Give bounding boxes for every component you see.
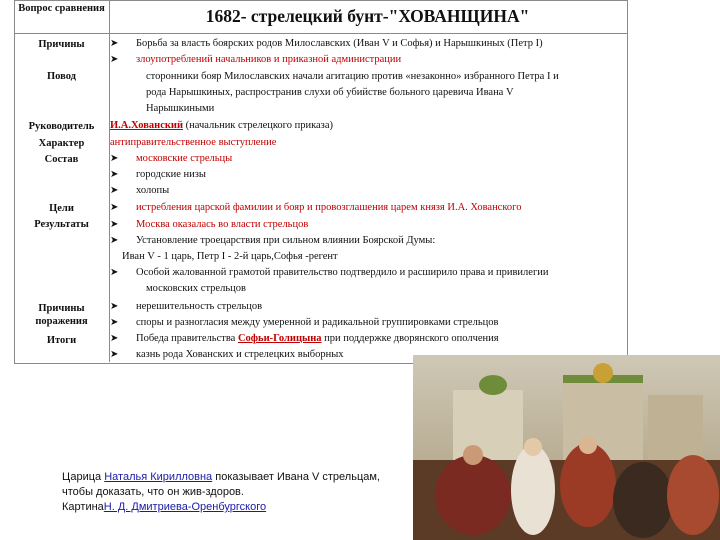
row-label-goals: Цели: [49, 203, 74, 214]
list-item: ➤ Установление троецарствия при сильном влиянии Боярской Думы:: [110, 233, 435, 249]
arrowhead-bullet-icon: ➤: [110, 169, 119, 180]
arrowhead-bullet-icon: ➤: [110, 38, 119, 49]
list-item: ➤ холопы: [110, 183, 169, 199]
list-item: Иван V - 1 царь, Петр I - 2-й царь,Софья -регент: [122, 251, 338, 262]
list-item: ➤ Борьба за власть боярских родов Милославских (Иван V и Софья) и Нарышкиных (Петр I): [110, 36, 543, 52]
arrowhead-bullet-icon: ➤: [110, 185, 119, 196]
caption-link-artist[interactable]: Н. Д. Дмитриева-Оренбургского: [103, 501, 267, 513]
row-label-character: Характер: [38, 138, 85, 149]
list-item: Нарышкиными: [146, 103, 215, 114]
leader-name: И.А.Хованский: [110, 120, 184, 131]
arrowhead-bullet-icon: ➤: [110, 317, 119, 328]
row-label-causes: Причины: [38, 39, 85, 50]
arrowhead-bullet-icon: ➤: [110, 202, 119, 213]
arrowhead-bullet-icon: ➤: [110, 153, 119, 164]
caption-link-natalya[interactable]: Наталья Кирилловна: [104, 471, 213, 483]
row-label-outcomes: Итоги: [46, 335, 77, 346]
list-item: ➤ нерешительность стрельцов: [110, 299, 262, 315]
list-item: ➤ Москва оказалась во власти стрельцов: [110, 217, 308, 233]
arrowhead-bullet-icon: ➤: [110, 235, 119, 246]
list-item: ➤ споры и разногласия между умеренной и радикальной группировками стрельцов: [110, 315, 498, 331]
row-label-defeat-reasons: Причины поражения: [35, 303, 88, 327]
list-item: ➤ истребления царской фамилии и бояр и провозглашения царем князя И.А. Хованского: [110, 200, 521, 216]
list-item: ➤ московские стрельцы: [110, 151, 232, 167]
list-item: московских стрельцов: [146, 283, 246, 294]
arrowhead-bullet-icon: ➤: [110, 219, 119, 230]
list-item: ➤ городские низы: [110, 167, 206, 183]
page-title: 1682- стрелецкий бунт-"ХОВАНЩИНА": [205, 6, 530, 26]
painting-image: [413, 355, 720, 540]
arrowhead-bullet-icon: ➤: [110, 349, 119, 360]
list-item: ➤ казнь рода Хованских и стрелецких выборных: [110, 347, 344, 363]
list-item: антиправительственное выступление: [110, 137, 277, 148]
arrowhead-bullet-icon: ➤: [110, 301, 119, 312]
row-label-leader: Руководитель: [28, 121, 95, 132]
painting-caption: Царица Наталья Кирилловна показывает Ивана V стрельцам, чтобы доказать, что он жив-здоров. КартинаН. Д. Дмитриева-Оренбургского: [62, 471, 380, 513]
list-item: ➤ злоупотреблений начальников и приказной администрации: [110, 52, 401, 68]
arrowhead-bullet-icon: ➤: [110, 267, 119, 278]
row-label-pretext: Повод: [46, 71, 76, 82]
arrowhead-bullet-icon: ➤: [110, 54, 119, 65]
list-item: ➤ Победа правительства Софьи-Голицына при поддержке дворянского ополчения: [110, 331, 499, 347]
leader-line: И.А.Хованский (начальник стрелецкого приказа): [110, 120, 333, 131]
question-column-header: Вопрос сравнения: [18, 3, 105, 14]
list-item: сторонники бояр Милославских начали агитацию против «незаконно» избранного Петра I и: [146, 71, 559, 82]
outcome-name: Софьи-Голицына: [237, 333, 322, 344]
header-divider: [14, 33, 628, 34]
row-label-results: Результаты: [34, 219, 89, 230]
row-label-composition: Состав: [44, 154, 79, 165]
arrowhead-bullet-icon: ➤: [110, 333, 119, 344]
list-item: ➤ Особой жалованной грамотой правительство подтвердило и расширило права и привилегии: [110, 265, 548, 281]
list-item: рода Нарышкиных, распространив слухи об убийстве больного царевича Ивана V: [146, 87, 514, 98]
